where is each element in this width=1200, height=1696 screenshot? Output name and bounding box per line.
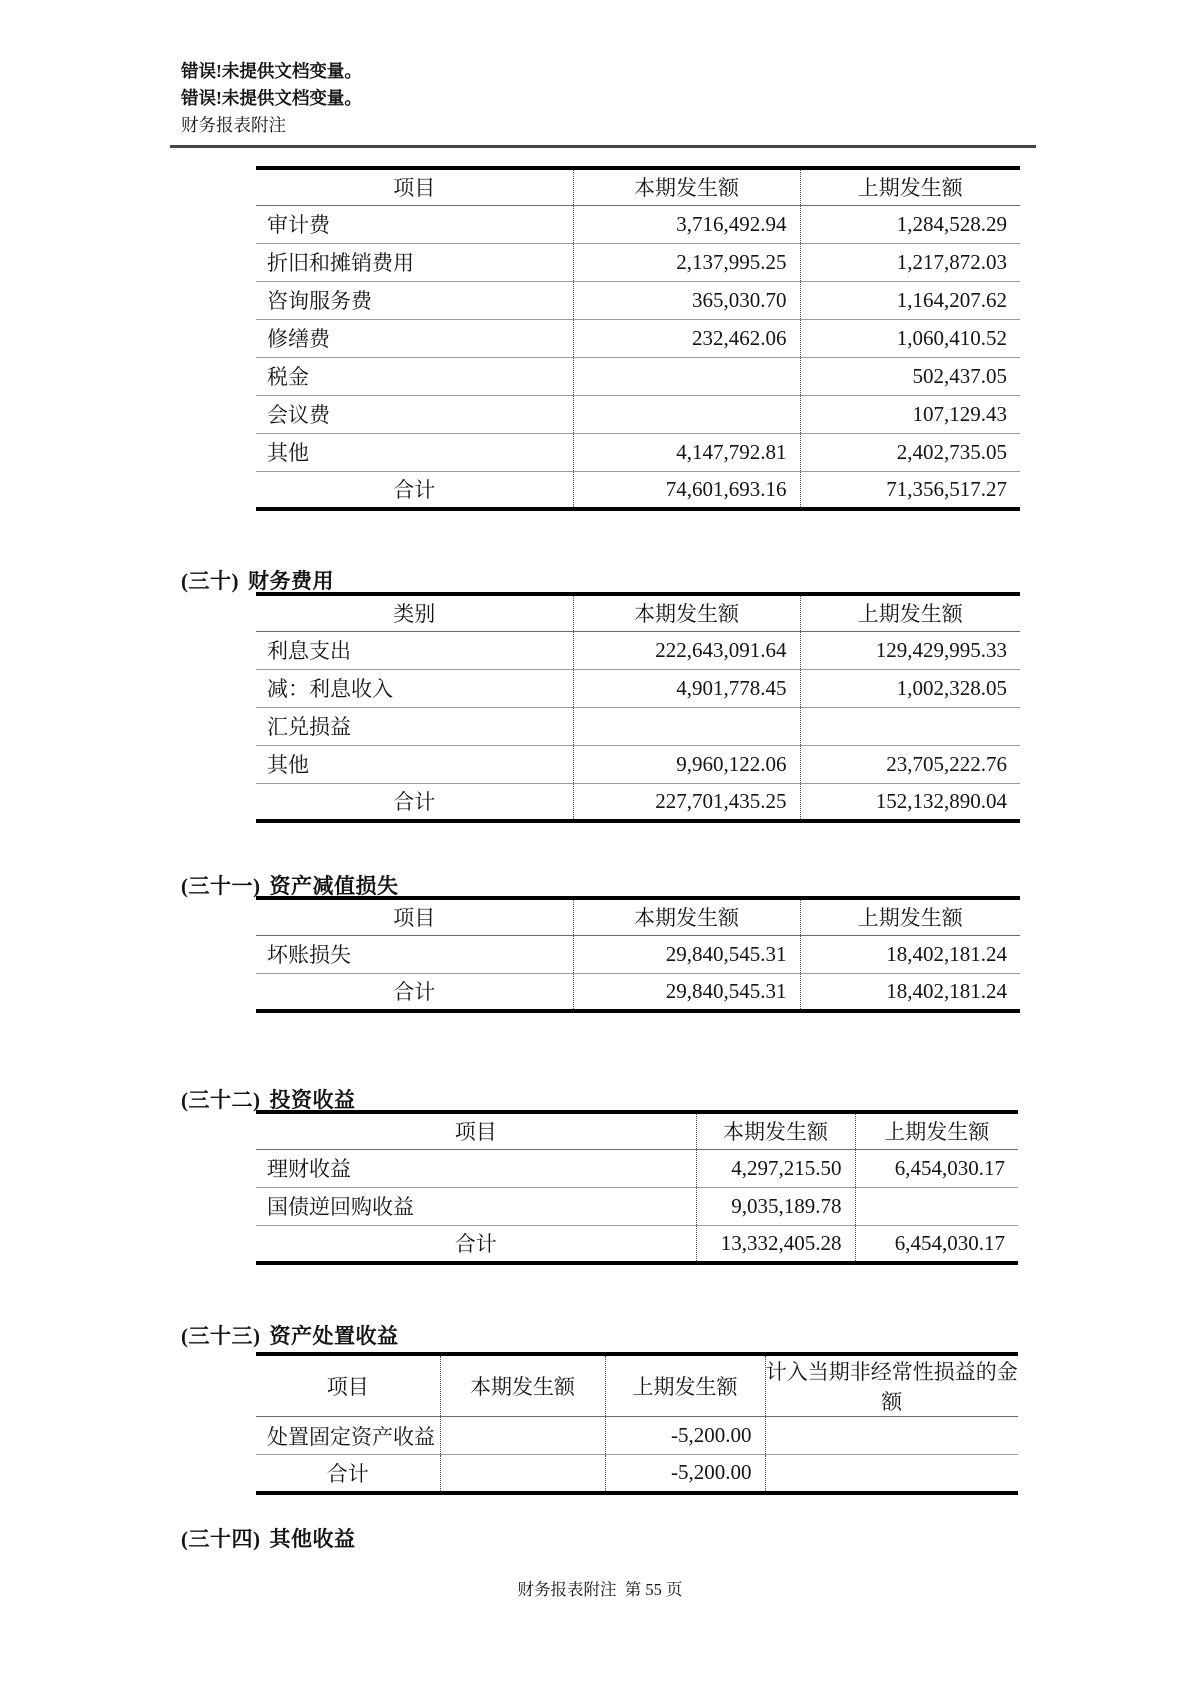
section-number: (三十二) [181,1088,261,1112]
table-cell [573,357,800,395]
column-header: 本期发生额 [573,594,800,631]
table-row [256,1187,1018,1225]
table-cell [765,1417,1018,1455]
table-cell: 4,901,778.45 [573,669,800,707]
header-divider [170,145,1036,148]
table-header-row [256,1112,1018,1149]
table-cell: 折旧和摊销费用 [267,251,414,275]
table-cell: 18,402,181.24 [800,935,1020,973]
table-cell: 会议费 [267,403,330,427]
table-cell [573,707,800,745]
total-cell: 6,454,030.17 [855,1225,1018,1263]
doc-header-subtitle: 财务报表附注 [181,115,286,135]
doc-variable-error-line-1: 错误!未提供文档变量。 [181,61,362,81]
finance-costs-table [256,592,1020,823]
total-cell: 13,332,405.28 [696,1225,855,1263]
table-cell: 9,035,189.78 [696,1187,855,1225]
table-cell: 4,147,792.81 [573,433,800,471]
total-cell: 227,701,435.25 [573,783,800,821]
total-cell [440,1455,605,1493]
table-cell: 税金 [267,365,309,389]
table-cell: 1,060,410.52 [800,319,1020,357]
table-row [256,243,1020,281]
table-row [256,1417,1018,1455]
section-heading-33 [181,1320,399,1350]
total-cell: 74,601,693.16 [573,471,800,509]
table-cell: 502,437.05 [800,357,1020,395]
section-title: 投资收益 [269,1088,356,1112]
table-row [256,669,1020,707]
table-cell: 汇兑损益 [267,715,351,739]
table-cell: 审计费 [267,213,330,237]
table-cell: 咨询服务费 [267,289,372,313]
table-row [256,745,1020,783]
asset-disposal-table [256,1352,1018,1495]
table-header-row [256,168,1020,205]
table-cell [573,395,800,433]
column-header: 项目 [393,906,436,931]
column-header: 类别 [393,602,436,627]
investment-income-table [256,1110,1018,1265]
table-row [256,433,1020,471]
table-cell: 3,716,492.94 [573,205,800,243]
table-cell: 其他 [267,753,309,777]
table-cell: 6,454,030.17 [855,1149,1018,1187]
section-number: (三十一) [181,874,261,898]
column-header: 本期发生额 [696,1112,855,1149]
table-row [256,631,1020,669]
total-cell: 合计 [393,478,436,503]
section-title: 资产处置收益 [269,1324,399,1348]
table-cell: 9,960,122.06 [573,745,800,783]
table-cell: 1,164,207.62 [800,281,1020,319]
total-row [256,471,1020,509]
table-cell [800,707,1020,745]
section-title: 财务费用 [248,569,334,593]
table-cell: 1,217,872.03 [800,243,1020,281]
section-number: (三十四) [181,1527,261,1551]
column-header: 本期发生额 [573,898,800,935]
table-cell: 1,002,328.05 [800,669,1020,707]
total-cell: 18,402,181.24 [800,973,1020,1011]
total-row [256,973,1020,1011]
table-cell: 365,030.70 [573,281,800,319]
table-cell: 107,129.43 [800,395,1020,433]
section-heading-30 [181,565,334,595]
table-cell: 29,840,545.31 [573,935,800,973]
document-header [181,58,362,139]
table-cell: 4,297,215.50 [696,1149,855,1187]
table-cell: 利息支出 [267,639,351,663]
column-header: 本期发生额 [573,168,800,205]
section-title: 其他收益 [269,1527,356,1551]
table-header-row [256,898,1020,935]
section-title: 资产减值损失 [269,874,399,898]
column-header: 上期发生额 [605,1354,765,1417]
table-row [256,319,1020,357]
total-cell [765,1455,1018,1493]
page-footer: 财务报表附注 第 55 页 [517,1580,683,1599]
table-cell: 处置固定资产收益 [267,1424,435,1449]
column-header: 上期发生额 [855,1112,1018,1149]
column-header: 计入当期非经常性损益的金额 [765,1354,1018,1417]
table-cell: 2,402,735.05 [800,433,1020,471]
table-cell: 23,705,222.76 [800,745,1020,783]
table-cell: 222,643,091.64 [573,631,800,669]
total-row [256,783,1020,821]
table-cell: 理财收益 [267,1157,351,1181]
section-heading-34 [181,1523,356,1553]
total-cell: 71,356,517.27 [800,471,1020,509]
column-header: 上期发生额 [800,594,1020,631]
table-row [256,935,1020,973]
table-row [256,357,1020,395]
table-cell: 232,462.06 [573,319,800,357]
table-cell: 国债逆回购收益 [267,1195,414,1219]
table-row [256,707,1020,745]
total-cell: 合计 [393,980,436,1005]
table-cell: 1,284,528.29 [800,205,1020,243]
table-cell: 129,429,995.33 [800,631,1020,669]
section-number: (三十三) [181,1324,261,1348]
table-row [256,281,1020,319]
table-row [256,205,1020,243]
column-header: 本期发生额 [440,1354,605,1417]
section-number: (三十) [181,569,239,593]
total-row [256,1225,1018,1263]
table-header-row [256,1354,1018,1417]
table-header-row [256,594,1020,631]
column-header: 项目 [393,176,436,201]
table-row [256,1149,1018,1187]
table-cell: 其他 [267,441,309,465]
total-cell: 152,132,890.04 [800,783,1020,821]
total-cell: 29,840,545.31 [573,973,800,1011]
table-cell: -5,200.00 [605,1417,765,1455]
table-cell: 2,137,995.25 [573,243,800,281]
table-cell: 修缮费 [267,327,330,351]
total-cell: 合计 [454,1232,497,1257]
total-cell: -5,200.00 [605,1455,765,1493]
column-header: 项目 [454,1120,497,1145]
doc-variable-error-line-2: 错误!未提供文档变量。 [181,88,362,108]
asset-impairment-table [256,896,1020,1013]
total-row [256,1455,1018,1493]
table-cell [855,1187,1018,1225]
column-header: 上期发生额 [800,168,1020,205]
table-row [256,395,1020,433]
expenses-detail-table [256,166,1020,511]
total-cell: 合计 [326,1461,369,1486]
column-header: 上期发生额 [800,898,1020,935]
table-cell: 减：利息收入 [267,677,393,701]
total-cell: 合计 [393,790,436,815]
column-header: 项目 [326,1375,369,1399]
table-cell [440,1417,605,1455]
table-cell: 坏账损失 [267,943,351,967]
